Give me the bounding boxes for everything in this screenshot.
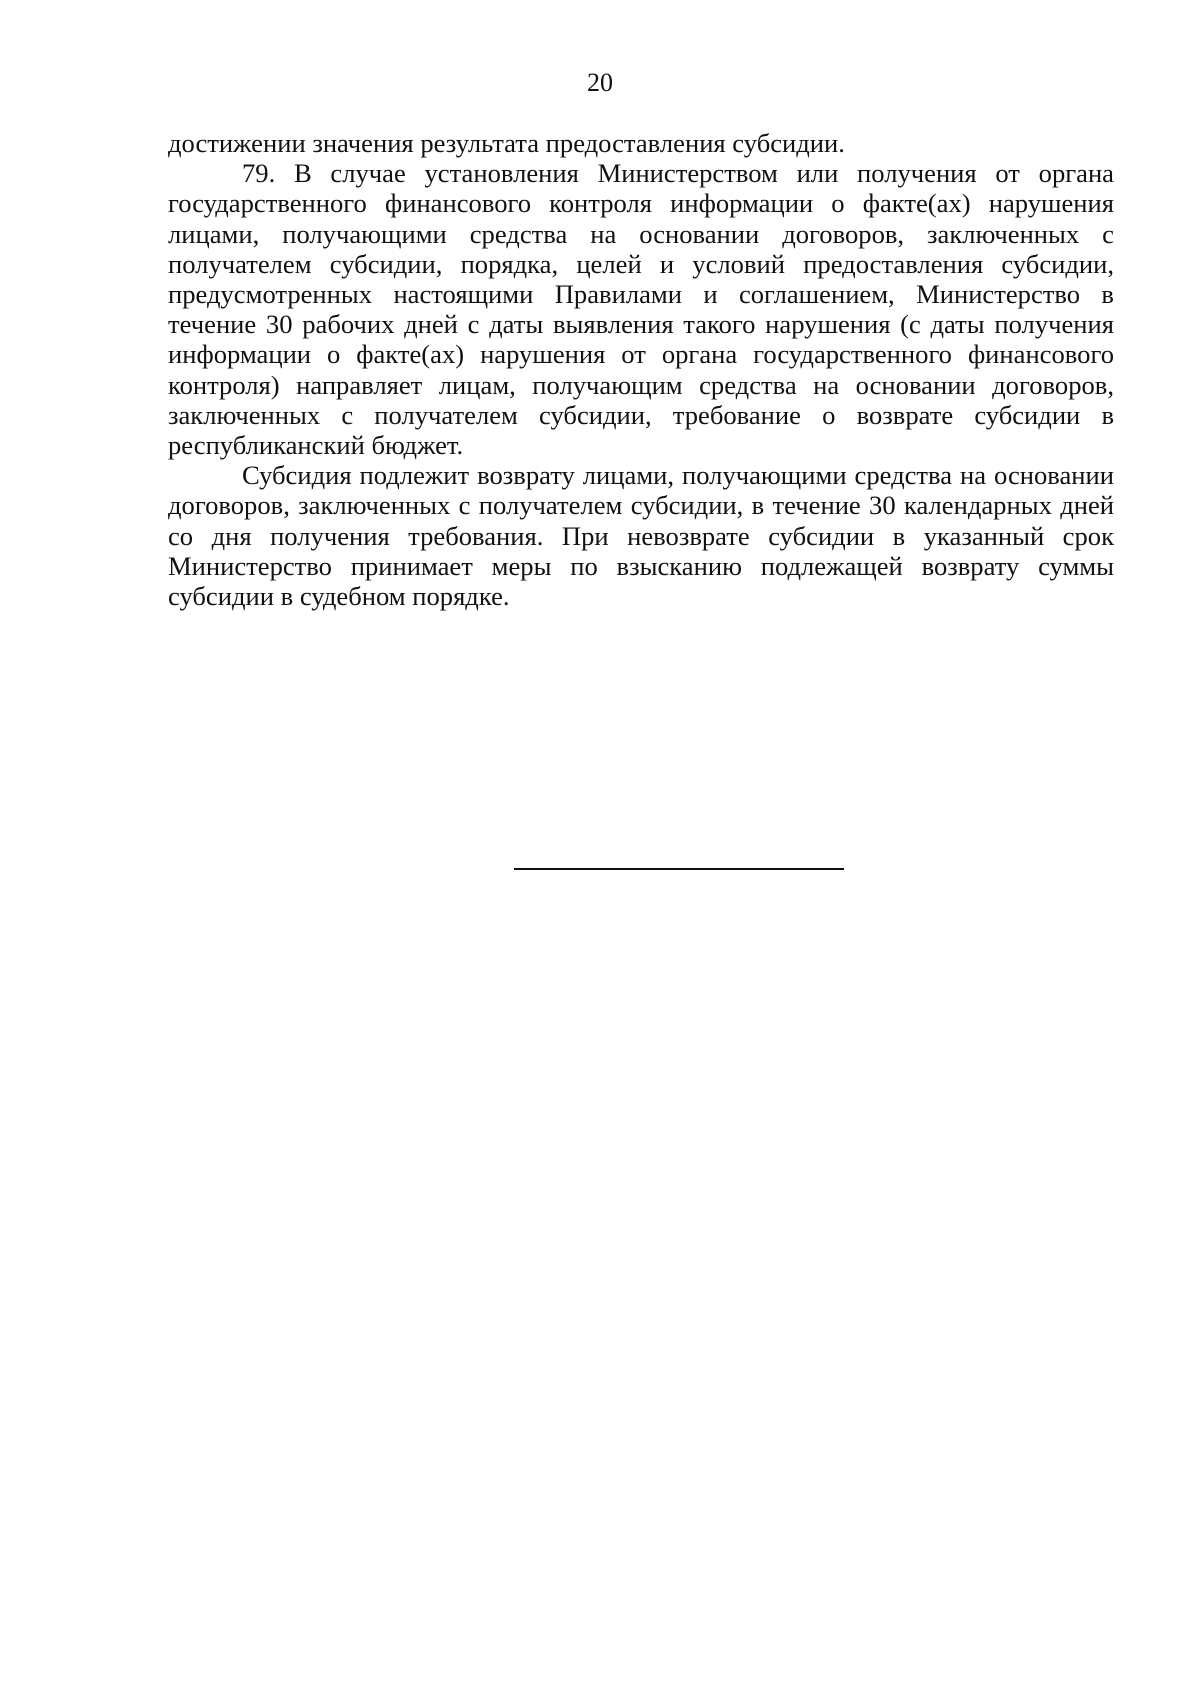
end-of-document-rule (514, 868, 844, 870)
paragraph-continuation: достижении значения результата предоставления субсидии. (168, 128, 845, 158)
page-number: 20 (587, 68, 613, 97)
paragraph-clause-79: 79. В случае установления Министерством или получения от органа государственного финансового контроля информации о факте(ах) нарушения лицами, получающими средства на основании договоров, заключенных с получателем субсидии, порядка, целей и условий предоставления субсидии, предусмотренных настоящими Правилами и соглашением, Министерство в течение 30 рабочих дней с даты выявления такого нарушения (с даты получения информации о факте(ах) нарушения от органа государственного финансового контроля) направляет лицам, получающим средства на основании договоров, заключенных с получателем субсидии, требование о возврате субсидии в республиканский бюджет. (168, 158, 1114, 461)
document-body (168, 128, 1114, 611)
paragraph-subsidy-return: Субсидия подлежит возврату лицами, получающими средства на основании договоров, заключенных с получателем субсидии, в течение 30 календарных дней со дня получения требования. При невозврате субсидии в указанный срок Министерство принимает меры по взысканию подлежащей возврату суммы субсидии в судебном порядке. (168, 460, 1114, 612)
